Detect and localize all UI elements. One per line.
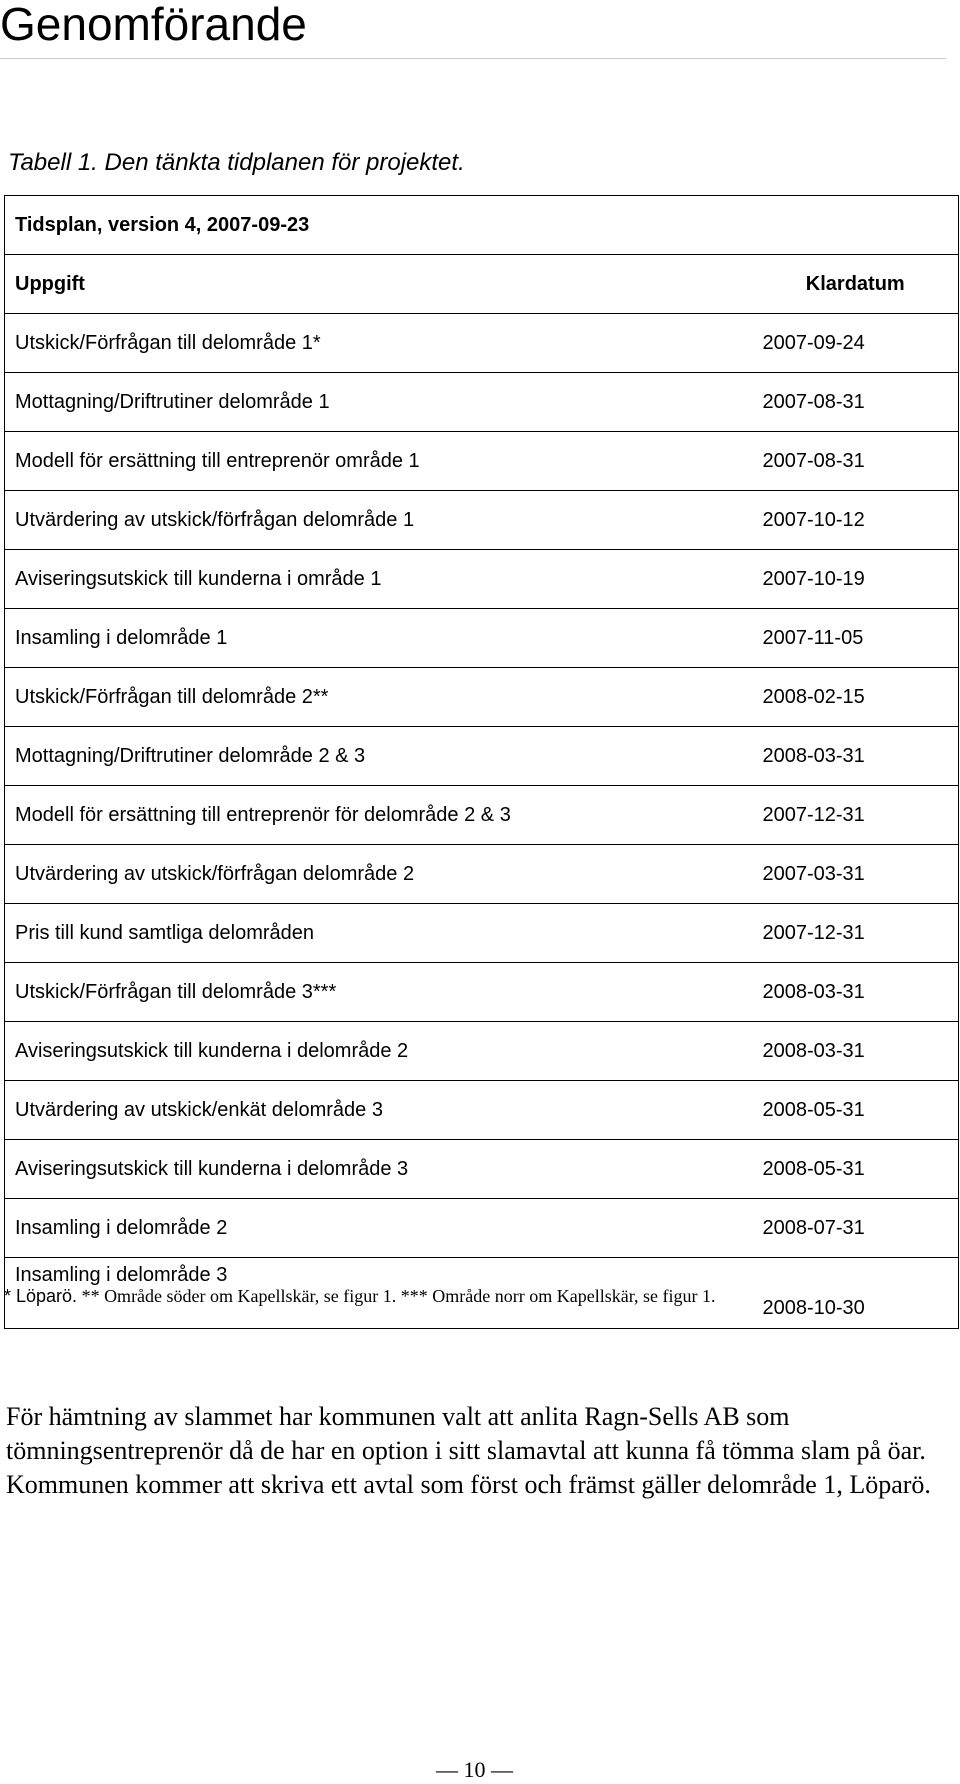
task-cell: Insamling i delområde 2: [5, 1199, 745, 1258]
task-cell: Aviseringsutskick till kunderna i område 1: [5, 550, 745, 609]
date-cell: 2007-03-31: [745, 845, 959, 904]
date-cell: 2007-10-19: [745, 550, 959, 609]
page-number: — 10 —: [436, 1757, 513, 1782]
task-cell: Insamling i delområde 3: [5, 1258, 745, 1329]
footnote-lopar: * Löparö.: [4, 1286, 78, 1306]
task-cell: Aviseringsutskick till kunderna i delområde 2: [5, 1022, 745, 1081]
table-row: [5, 373, 959, 432]
task-cell: Utskick/Förfrågan till delområde 2**: [5, 668, 745, 727]
schedule-table-container: [4, 195, 958, 1329]
table-row: [5, 727, 959, 786]
task-cell: Utvärdering av utskick/enkät delområde 3: [5, 1081, 745, 1140]
date-cell: 2007-12-31: [745, 904, 959, 963]
table-row: [5, 432, 959, 491]
table-row: [5, 845, 959, 904]
task-cell: Utskick/Förfrågan till delområde 1*: [5, 314, 745, 373]
task-cell: Pris till kund samtliga delområden: [5, 904, 745, 963]
task-cell: Utskick/Förfrågan till delområde 3***: [5, 963, 745, 1022]
body-paragraph: För hämtning av slammet har kommunen valt att anlita Ragn-Sells AB som tömningsentreprenör då de har en option i sitt slamavtal att kunna få tömma slam på öar. Kommunen kommer att skriva ett avtal som först och främst gäller delområde 1, Löparö.: [6, 1402, 931, 1499]
table-row: [5, 1081, 959, 1140]
column-header-date: Klardatum: [745, 255, 959, 314]
date-cell: 2008-07-31: [745, 1199, 959, 1258]
table-row: [5, 904, 959, 963]
table-row: [5, 668, 959, 727]
date-cell: 2008-10-30: [745, 1258, 959, 1329]
date-cell: 2007-08-31: [745, 373, 959, 432]
table-row: [5, 491, 959, 550]
task-cell: Utvärdering av utskick/förfrågan delområde 2: [5, 845, 745, 904]
date-cell: 2008-05-31: [745, 1140, 959, 1199]
table-row: [5, 609, 959, 668]
table-header-row: [5, 255, 959, 314]
date-cell: 2008-02-15: [745, 668, 959, 727]
schedule-table: [4, 195, 959, 1329]
date-cell: 2007-09-24: [745, 314, 959, 373]
table-row: [5, 1022, 959, 1081]
footnote-areas: ** Område söder om Kapellskär, se figur 1. *** Område norr om Kapellskär, se figur 1.: [77, 1286, 716, 1306]
date-cell: 2007-10-12: [745, 491, 959, 550]
date-cell: 2007-11-05: [745, 609, 959, 668]
schedule-table-body: [5, 196, 959, 1329]
table-row: [5, 786, 959, 845]
task-cell: Aviseringsutskick till kunderna i delområde 3: [5, 1140, 745, 1199]
task-cell: Utvärdering av utskick/förfrågan delområde 1: [5, 491, 745, 550]
date-cell: 2007-08-31: [745, 432, 959, 491]
date-cell: 2008-05-31: [745, 1081, 959, 1140]
task-cell: Mottagning/Driftrutiner delområde 1: [5, 373, 745, 432]
task-cell: Insamling i delområde 1: [5, 609, 745, 668]
table-caption: Tabell 1. Den tänkta tidplanen för projektet.: [8, 149, 465, 176]
table-row: [5, 1199, 959, 1258]
table-row: [5, 550, 959, 609]
date-cell: 2007-12-31: [745, 786, 959, 845]
table-footnote: [4, 1284, 715, 1308]
table-title: Tidsplan, version 4, 2007-09-23: [5, 196, 745, 255]
task-cell: Modell för ersättning till entreprenör för delområde 2 & 3: [5, 786, 745, 845]
date-cell: 2008-03-31: [745, 1022, 959, 1081]
table-row: [5, 314, 959, 373]
page-heading: Genomförande: [0, 0, 307, 50]
table-row: [5, 963, 959, 1022]
task-cell: Mottagning/Driftrutiner delområde 2 & 3: [5, 727, 745, 786]
table-row: [5, 1140, 959, 1199]
task-cell: Modell för ersättning till entreprenör område 1: [5, 432, 745, 491]
table-title-row: [5, 196, 959, 255]
heading-divider: [0, 58, 946, 59]
table-title-blank-cell: [745, 196, 959, 255]
column-header-task: Uppgift: [5, 255, 745, 314]
date-cell: 2008-03-31: [745, 963, 959, 1022]
date-cell: 2008-03-31: [745, 727, 959, 786]
